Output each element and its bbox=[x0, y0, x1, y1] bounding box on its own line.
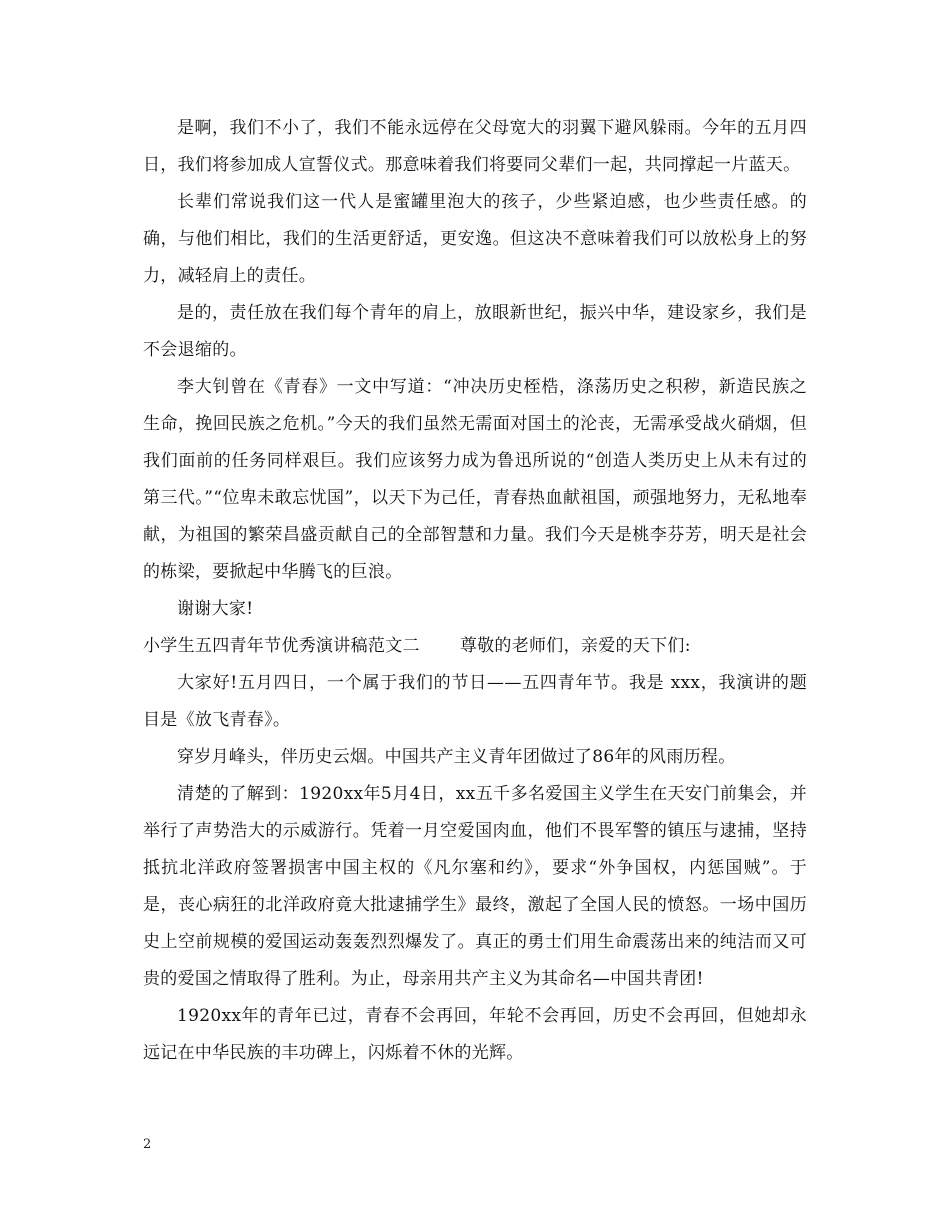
paragraph: 是啊，我们不小了，我们不能永远停在父母宽大的羽翼下避风躲雨。今年的五月四日，我们将参加成人宣誓仪式。那意味着我们将要同父辈们一起，共同撑起一片蓝天。 bbox=[143, 118, 807, 175]
paragraph: 长辈们常说我们这一代人是蜜罐里泡大的孩子，少些紧迫感，也少些责任感。的确，与他们相比，我们的生活更舒适，更安逸。但这决不意味着我们可以放松身上的努力，减轻肩上的责任。 bbox=[143, 192, 807, 286]
paragraph: 大家好!五月四日，一个属于我们的节日——五四青年节。我是 xxx，我演讲的题目是《放飞青春》。 bbox=[143, 673, 807, 730]
section-title: 小学生五四青年节优秀演讲稿范文二 bbox=[143, 636, 420, 656]
paragraph: 是的，责任放在我们每个青年的肩上，放眼新世纪，振兴中华，建设家乡，我们是不会退缩的。 bbox=[143, 303, 807, 360]
greeting: 尊敬的老师们，亲爱的天下们: bbox=[459, 636, 691, 656]
document-body bbox=[143, 110, 807, 1072]
section-heading-line bbox=[143, 628, 807, 665]
closing-line: 谢谢大家! bbox=[177, 599, 254, 619]
paragraph: 清楚的了解到：1920xx年5月4日，xx五千多名爱国主义学生在天安门前集会，并举行了声势浩大的示威游行。凭着一月空爱国肉血，他们不畏军警的镇压与逮捕，坚持抵抗北洋政府签署损害中国主权的《凡尔塞和约》，要求“外争国权，内惩国贼”。于是，丧心病狂的北洋政府竟大批逮捕学生》最终，激起了全国人民的愤怒。一场中国历史上空前规模的爱国运动轰轰烈烈爆发了。真正的勇士们用生命震荡出来的纯洁而又可贵的爱国之情取得了胜利。为止，母亲用共产主义为其命名—中国共青团! bbox=[143, 784, 807, 989]
page-number: 2 bbox=[143, 1137, 152, 1152]
paragraph: 李大钊曾在《青春》一文中写道：“冲决历史桎梏，涤荡历史之积秽，新造民族之生命，挽回民族之危机。”今天的我们虽然无需面对国土的沦丧，无需承受战火硝烟，但我们面前的任务同样艰巨。我们应该努力成为鲁迅所说的“创造人类历史上从未有过的第三代。”“位卑未敢忘忧国”，以天下为己任，青春热血献祖国，顽强地努力，无私地奉献，为祖国的繁荣昌盛贡献自己的全部智慧和力量。我们今天是桃李芬芳，明天是社会的栋梁，要掀起中华腾飞的巨浪。 bbox=[143, 377, 807, 582]
paragraph: 1920xx年的青年已过，青春不会再回，年轮不会再回，历史不会再回，但她却永远记在中华民族的丰功碑上，闪烁着不休的光辉。 bbox=[143, 1006, 807, 1063]
paragraph: 穿岁月峰头，伴历史云烟。中国共产主义青年团做过了86年的风雨历程。 bbox=[177, 747, 736, 767]
